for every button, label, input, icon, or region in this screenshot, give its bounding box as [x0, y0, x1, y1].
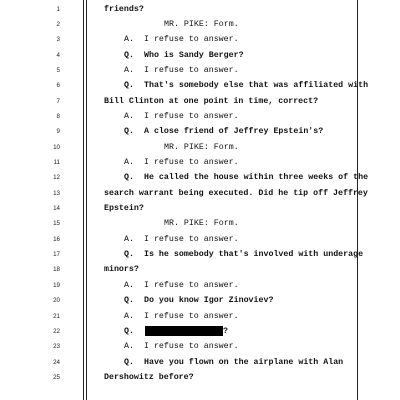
- line-text: [104, 2, 144, 17]
- speaker-tag: Q.: [124, 296, 134, 306]
- line-number: 14: [53, 205, 60, 213]
- transcript-line: [0, 293, 400, 308]
- speaker-tag: A.: [124, 342, 134, 352]
- line-number: 11: [53, 159, 60, 166]
- speaker-tag: A.: [124, 111, 134, 121]
- line-text: [164, 140, 239, 155]
- line-body: Dershowitz before?: [104, 372, 194, 382]
- line-body: I refuse to answer.: [144, 111, 239, 121]
- line-number: 17: [53, 251, 60, 259]
- speaker-tag: Q.: [124, 81, 134, 91]
- line-body: He called the house within three weeks of the: [144, 173, 369, 183]
- transcript-line: [0, 155, 400, 170]
- line-text: [124, 109, 239, 124]
- transcript-line: [0, 370, 400, 385]
- line-number: 5: [56, 66, 60, 74]
- line-number: 12: [53, 174, 60, 182]
- line-body: MR. PIKE: Form.: [164, 219, 239, 229]
- line-body: minors?: [104, 265, 139, 275]
- line-body: MR. PIKE: Form.: [164, 142, 239, 152]
- transcript-line: [0, 247, 400, 262]
- transcript-line: [0, 170, 400, 185]
- transcript-line: [0, 262, 400, 277]
- speaker-tag: Q.: [124, 127, 134, 137]
- line-body: search warrant being executed. Did he tip off Jeffrey: [104, 188, 368, 198]
- line-body: I refuse to answer.: [144, 65, 239, 75]
- line-text: [124, 78, 368, 93]
- line-text: [104, 201, 144, 216]
- speaker-tag: Q.: [124, 50, 134, 60]
- line-body: Is he somebody that's involved with underage: [144, 250, 364, 260]
- line-text: [124, 124, 323, 139]
- transcript-line: [0, 324, 400, 339]
- speaker-tag: A.: [124, 280, 134, 290]
- line-body: I refuse to answer.: [144, 234, 239, 244]
- line-text: [124, 355, 343, 370]
- line-number: 20: [53, 297, 60, 305]
- line-number: 2: [56, 20, 60, 28]
- line-body: friends?: [104, 4, 144, 14]
- speaker-tag: A.: [124, 234, 134, 244]
- line-body: I refuse to answer.: [144, 35, 239, 45]
- line-text: [164, 17, 239, 32]
- line-number: 24: [53, 358, 60, 366]
- line-number: 10: [53, 143, 60, 151]
- line-text: [124, 324, 228, 339]
- line-text: [104, 94, 318, 109]
- line-body: Do you know Igor Zinoviev?: [144, 296, 274, 306]
- line-text: [124, 309, 239, 324]
- transcript-line: [0, 309, 400, 324]
- speaker-tag: A.: [124, 65, 134, 75]
- line-body: ?: [223, 326, 228, 336]
- line-text: [124, 339, 239, 354]
- line-body: Have you flown on the airplane with Alan: [144, 357, 344, 367]
- transcript-line: [0, 140, 400, 155]
- transcript-line: [0, 216, 400, 231]
- line-number: 4: [56, 51, 60, 59]
- transcript-line: [0, 201, 400, 216]
- line-number: 1: [56, 5, 60, 13]
- line-text: [124, 278, 239, 293]
- line-body: A close friend of Jeffrey Epstein's?: [144, 127, 324, 137]
- speaker-tag: Q.: [124, 173, 134, 183]
- line-text: [124, 48, 244, 63]
- transcript-line: [0, 339, 400, 354]
- line-body: I refuse to answer.: [144, 158, 239, 167]
- line-number: 8: [56, 112, 60, 120]
- transcript-line: [0, 355, 400, 370]
- line-text: [164, 216, 239, 231]
- line-body: I refuse to answer.: [144, 311, 239, 321]
- line-body: That's somebody else that was affiliated with: [144, 81, 369, 91]
- line-number: 18: [53, 266, 60, 274]
- line-number: 23: [53, 343, 60, 351]
- speaker-tag: Q.: [124, 326, 134, 336]
- speaker-tag: A.: [124, 311, 134, 321]
- line-number: 7: [56, 97, 60, 105]
- line-body: Bill Clinton at one point in time, correct?: [104, 96, 319, 106]
- transcript-line: [0, 78, 400, 93]
- line-text: [124, 293, 273, 308]
- line-text: [124, 155, 239, 170]
- line-text: [124, 247, 363, 262]
- speaker-tag: Q.: [124, 250, 134, 260]
- transcript-line: [0, 232, 400, 247]
- line-body: I refuse to answer.: [144, 342, 239, 352]
- line-number: 25: [53, 373, 60, 381]
- transcript-line: [0, 109, 400, 124]
- line-number: 13: [53, 189, 60, 197]
- redaction-bar: [145, 326, 223, 336]
- line-text: [104, 262, 139, 277]
- line-number: 3: [56, 36, 60, 44]
- speaker-tag: A.: [124, 158, 134, 167]
- line-number: 6: [56, 82, 60, 90]
- line-number: 19: [53, 281, 60, 289]
- transcript-line: [0, 94, 400, 109]
- transcript-line: [0, 124, 400, 139]
- transcript-line: [0, 2, 400, 17]
- line-number: 21: [53, 312, 60, 320]
- line-body: I refuse to answer.: [144, 280, 239, 290]
- line-body: MR. PIKE: Form.: [164, 19, 239, 29]
- transcript-line: [0, 32, 400, 47]
- line-body: Epstein?: [104, 204, 144, 214]
- line-number: 15: [53, 220, 60, 228]
- line-text: [104, 186, 368, 201]
- line-text: [104, 370, 194, 385]
- speaker-tag: Q.: [124, 357, 134, 367]
- transcript-line: [0, 186, 400, 201]
- line-text: [124, 63, 239, 78]
- transcript-line: [0, 278, 400, 293]
- line-body: Who is Sandy Berger?: [144, 50, 244, 60]
- line-text: [124, 232, 239, 247]
- transcript-line: [0, 48, 400, 63]
- line-text: [124, 170, 368, 185]
- transcript-line: [0, 63, 400, 78]
- line-number: 16: [53, 235, 60, 243]
- transcript-line: [0, 17, 400, 32]
- line-text: [124, 32, 239, 47]
- line-number: 9: [56, 128, 60, 136]
- line-number: 22: [53, 327, 60, 335]
- speaker-tag: A.: [124, 35, 134, 45]
